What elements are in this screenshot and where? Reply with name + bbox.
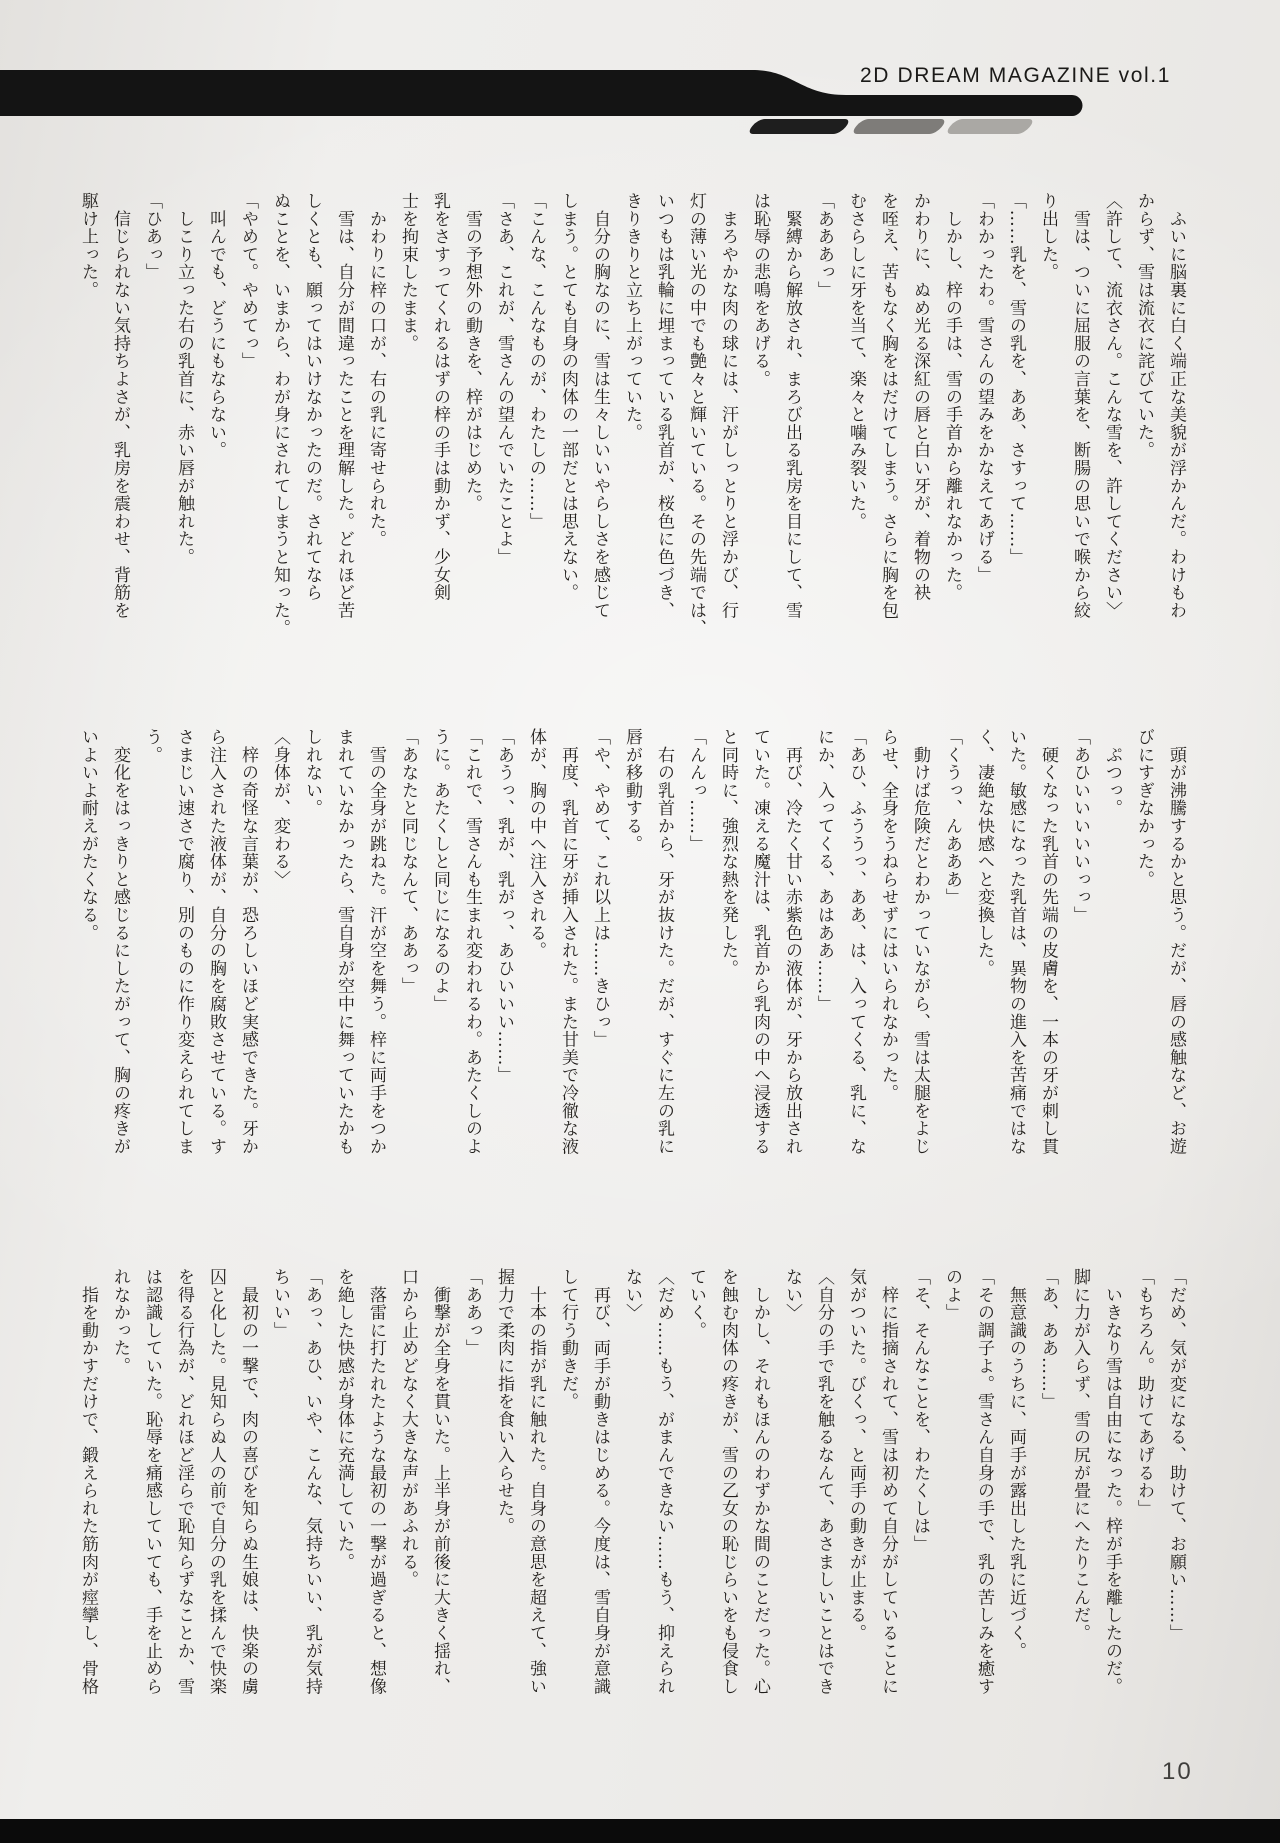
text-column: ない〉 <box>622 1268 642 1322</box>
text-section-1 <box>64 192 1192 650</box>
text-column: して行う動きだ。 <box>558 1268 578 1411</box>
text-column: 梓に指摘されて、雪は初めて自分がしていることに <box>878 1268 898 1696</box>
text-column: 落雷に打たれたような最初の一撃が過ぎると、想像 <box>366 1268 386 1696</box>
text-column: からず、雪は流衣に詫びていた。 <box>1134 192 1154 459</box>
text-column: 脚に力が入らず、雪の尻が畳にへたりこんだ。 <box>1070 1268 1090 1642</box>
text-column: 囚と化した。見知らぬ人の前で自分の乳を揉んで快楽 <box>206 1268 226 1696</box>
text-column: 乳をさすってくれるはずの梓の手は動かず、少女剣 <box>430 192 450 602</box>
text-column: 「だめ、気が変になる、助けて、お願い……」 <box>1166 1268 1186 1642</box>
text-column: うに。あたくしと同じになるのよ」 <box>430 728 450 1013</box>
page-number: 10 <box>1162 1758 1193 1785</box>
text-column: 「や、やめて、これ以上は……きひっ」 <box>590 728 610 1049</box>
text-column: しまう。とても自身の肉体の一部だとは思えない。 <box>558 192 578 602</box>
text-column: 衝撃が全身を貫いた。上半身が前後に大きく揺れ、 <box>430 1268 450 1696</box>
text-column: り出した。 <box>1038 192 1058 281</box>
text-column: 「あひいいいいいっっ」 <box>1070 728 1090 924</box>
text-column: のよ」 <box>942 1268 962 1322</box>
text-column: れなかった。 <box>110 1268 130 1375</box>
text-column: 変化をはっきりと感じるにしたがって、胸の疼きが <box>110 728 130 1156</box>
text-column: ない〉 <box>782 1268 802 1322</box>
text-column: かわりに梓の口が、右の乳に寄せられた。 <box>366 192 386 548</box>
text-column: まれていなかったら、雪自身が空中に舞っていたかも <box>334 728 354 1156</box>
text-column: にか、入ってくる、あはああ……」 <box>814 728 834 1013</box>
text-section-3 <box>64 1268 1192 1726</box>
text-column: 「ああっ」 <box>462 1268 482 1357</box>
text-column: 〈許して、流衣さん。こんな雪を、許してください〉 <box>1102 192 1122 620</box>
text-column: ら注入された液体が、自分の胸を腐敗させている。す <box>206 728 226 1156</box>
speed-stripe-light-icon <box>944 119 1036 134</box>
text-column: いつもは乳輪に埋まっている乳首が、桜色に色づき、 <box>654 192 674 620</box>
text-column: きりきりと立ち上がっていた。 <box>622 192 642 442</box>
text-column: う。 <box>142 728 162 764</box>
text-column: 「あ、ああ……」 <box>1038 1268 1058 1411</box>
text-column: ふいに脳裏に白く端正な美貌が浮かんだ。わけもわ <box>1166 192 1186 620</box>
text-column: ちいい」 <box>270 1268 290 1340</box>
text-column: まろやかな肉の球には、汗がしっとりと浮かび、行 <box>718 192 738 620</box>
text-column: 握力で柔肉に指を食い入らせた。 <box>494 1268 514 1535</box>
text-column: しこり立った右の乳首に、赤い唇が触れた。 <box>174 192 194 566</box>
text-column: 「あなたと同じなんて、ああっ」 <box>398 728 418 995</box>
text-column: いきなり雪は自由になった。梓が手を離したのだ。 <box>1102 1268 1122 1696</box>
text-column: 再度、乳首に牙が挿入された。また甘美で冷徹な液 <box>558 728 578 1156</box>
text-column: 〈身体が、変わる〉 <box>270 728 290 889</box>
text-column: 「あっ、あひ、いや、こんな、気持ちいい、乳が気持 <box>302 1268 322 1696</box>
text-column: 自分の胸なのに、雪は生々しいいやらしさを感じて <box>590 192 610 620</box>
text-column: さまじい速さで腐り、別のものに作り変えられてしま <box>174 728 194 1156</box>
text-section-2 <box>64 728 1192 1186</box>
text-column: 「あああっ」 <box>814 192 834 299</box>
text-column: 動けば危険だとわかっていながら、雪は太腿をよじ <box>910 728 930 1156</box>
text-column: 「……乳を、雪の乳を、ああ、さすって……」 <box>1006 192 1026 566</box>
text-column: 叫んでも、どうにもならない。 <box>206 192 226 459</box>
text-column: らせ、全身をうねらせずにはいられなかった。 <box>878 728 898 1102</box>
text-column: 唇が移動する。 <box>622 728 642 853</box>
text-column: 無意識のうちに、両手が露出した乳に近づく。 <box>1006 1268 1026 1660</box>
text-column: 「んんっ……」 <box>686 728 706 853</box>
text-column: 雪は、ついに屈服の言葉を、断腸の思いで喉から絞 <box>1070 192 1090 620</box>
text-column: 〈自分の手で乳を触るなんて、あさましいことはでき <box>814 1268 834 1696</box>
text-column: しくとも、願ってはいけなかったのだ。されてなら <box>302 192 322 602</box>
footer-bar <box>0 1819 1280 1843</box>
text-column: かわりに、ぬめ光る深紅の唇と白い牙が、着物の袂 <box>910 192 930 602</box>
text-column: 口から止めどなく大きな声があふれる。 <box>398 1268 418 1589</box>
text-column: ぬことを、いまから、わが身にされてしまうと知った。 <box>270 192 290 637</box>
text-column: 「わかったわ。雪さんの望みをかなえてあげる」 <box>974 192 994 584</box>
text-column: 灯の薄い光の中でも艶々と輝いている。その先端では、 <box>686 192 706 637</box>
text-column: 駆け上った。 <box>78 192 98 299</box>
text-column: は認識していた。恥辱を痛感していても、手を止めら <box>142 1268 162 1696</box>
text-column: むさらしに牙を当て、楽々と噛み裂いた。 <box>846 192 866 531</box>
text-column: 体が、胸の中へ注入される。 <box>526 728 546 960</box>
text-column: 雪の全身が跳ねた。汗が空を舞う。梓に両手をつか <box>366 728 386 1156</box>
text-column: いよいよ耐えがたくなる。 <box>78 728 98 942</box>
text-column: 右の乳首から、牙が抜けた。だが、すぐに左の乳に <box>654 728 674 1156</box>
text-column: 「その調子よ。雪さん自身の手で、乳の苦しみを癒す <box>974 1268 994 1696</box>
text-column: 頭が沸騰するかと思う。だが、唇の感触など、お遊 <box>1166 728 1186 1156</box>
text-column: ぷつっ。 <box>1102 728 1122 817</box>
text-column: 「あうっ、乳が、乳がっ、あひいいい……」 <box>494 728 514 1084</box>
text-column: を咥え、苦もなく胸をはだけてしまう。さらに胸を包 <box>878 192 898 620</box>
text-column: 「もちろん。助けてあげるわ」 <box>1134 1268 1154 1518</box>
text-column: 「あひ、ふううっ、ああ、は、入ってくる、乳に、な <box>846 728 866 1156</box>
text-column: 「やめて。やめてっ」 <box>238 192 258 370</box>
text-column: いた。敏感になった乳首は、異物の進入を苦痛ではな <box>1006 728 1026 1156</box>
text-column: 再び、両手が動きはじめる。今度は、雪自身が意識 <box>590 1268 610 1696</box>
text-column: ていた。凍える魔汁は、乳首から乳肉の中へ浸透する <box>750 728 770 1156</box>
text-column: と同時に、強烈な熱を発した。 <box>718 728 738 978</box>
text-column: 硬くなった乳首の先端の皮膚を、一本の牙が刺し貫 <box>1038 728 1058 1156</box>
text-column: を得る行為が、どれほど淫らで恥知らずなことか、雪 <box>174 1268 194 1696</box>
text-column: 再び、冷たく甘い赤紫色の液体が、牙から放出され <box>782 728 802 1156</box>
text-column: ていく。 <box>686 1268 706 1340</box>
text-column: 十本の指が乳に触れた。自身の意思を超えて、強い <box>526 1268 546 1696</box>
text-column: を絶した快感が身体に充満していた。 <box>334 1268 354 1571</box>
text-column: 「こんな、こんなものが、わたしの……」 <box>526 192 546 531</box>
text-column: 気がついた。びくっ、と両手の動きが止まる。 <box>846 1268 866 1642</box>
text-column: びにすぎなかった。 <box>1134 728 1154 889</box>
text-column: 「くうっ、んあああ」 <box>942 728 962 906</box>
text-column: 士を拘束したまま。 <box>398 192 418 353</box>
text-column: 雪の予想外の動きを、梓がはじめた。 <box>462 192 482 513</box>
text-column: しれない。 <box>302 728 322 817</box>
text-column: く、凄絶な快感へと変換した。 <box>974 728 994 978</box>
text-column: を蝕む肉体の疼きが、雪の乙女の恥じらいをも侵食し <box>718 1268 738 1696</box>
text-column: 梓の奇怪な言葉が、恐ろしいほど実感できた。牙か <box>238 728 258 1156</box>
text-column: 最初の一撃で、肉の喜びを知らぬ生娘は、快楽の虜 <box>238 1268 258 1696</box>
magazine-title: 2D DREAM MAGAZINE vol.1 <box>860 64 1172 87</box>
text-column: 「ひあっ」 <box>142 192 162 281</box>
text-column: 緊縛から解放され、まろび出る乳房を目にして、雪 <box>782 192 802 620</box>
text-column: しかし、それもほんのわずかな間のことだった。心 <box>750 1268 770 1696</box>
speed-stripe-dark-icon <box>746 119 852 134</box>
text-column: 「さあ、これが、雪さんの望んでいたことよ」 <box>494 192 514 566</box>
text-column: 〈だめ……もう、がまんできない……もう、抑えられ <box>654 1268 674 1696</box>
text-column: は恥辱の悲鳴をあげる。 <box>750 192 770 388</box>
text-column: 「これで、雪さんも生まれ変われるわ。あたくしのよ <box>462 728 482 1156</box>
text-column: 信じられない気持ちよさが、乳房を震わせ、背筋を <box>110 192 130 620</box>
text-column: 雪は、自分が間違ったことを理解した。どれほど苦 <box>334 192 354 620</box>
text-column: しかし、梓の手は、雪の手首から離れなかった。 <box>942 192 962 602</box>
text-column: 指を動かすだけで、鍛えられた筋肉が痙攣し、骨格 <box>78 1268 98 1696</box>
text-column: 「そ、そんなことを、わたくしは」 <box>910 1268 930 1553</box>
speed-stripe-mid-icon <box>850 119 948 134</box>
